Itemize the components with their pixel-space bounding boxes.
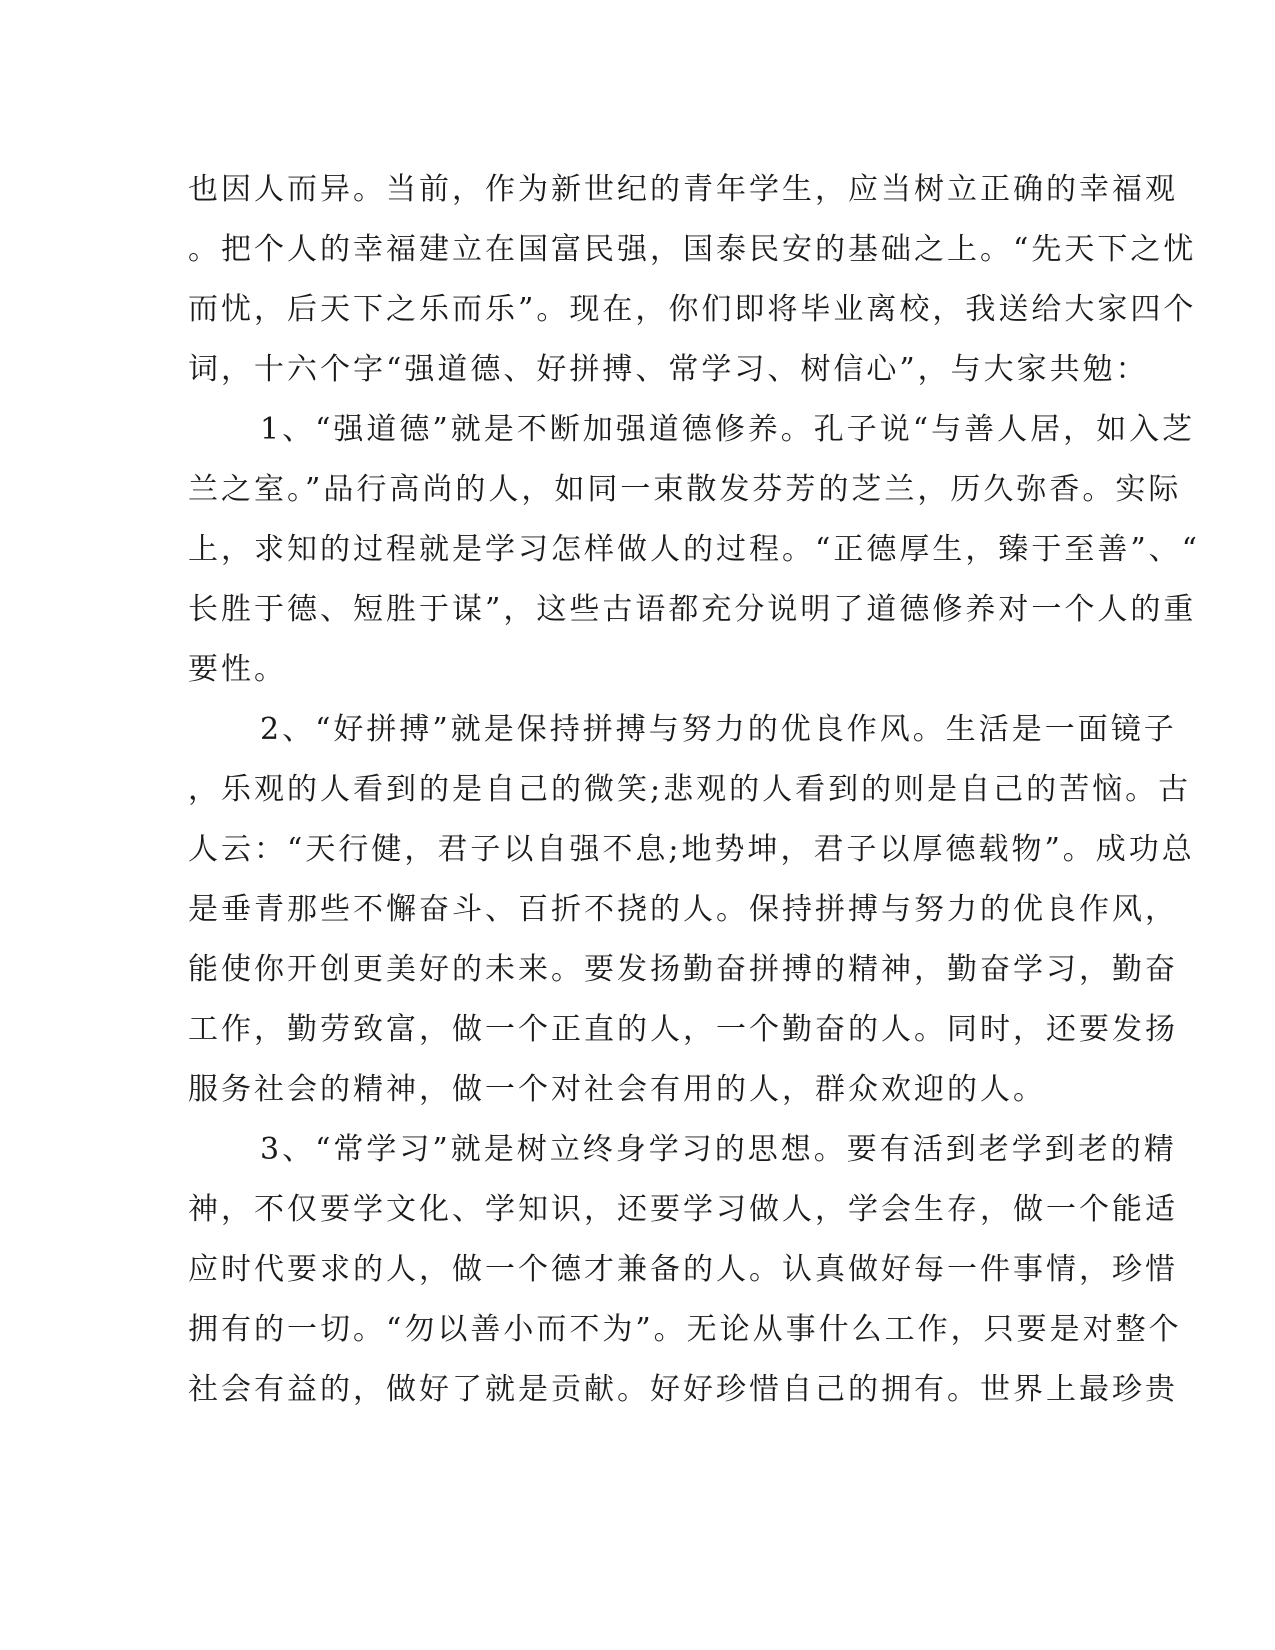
text-line: 应时代要求的人，做一个德才兼备的人。认真做好每一件事情，珍惜 xyxy=(188,1252,1178,1287)
text-line: 也因人而异。当前，作为新世纪的青年学生，应当树立正确的幸福观 xyxy=(188,172,1178,207)
paragraph-1-start: 1、“强道德”就是不断加强道德修养。孔子说“与善人居，如入芝 xyxy=(260,412,1196,447)
text-line: 长胜于德、短胜于谋”，这些古语都充分说明了道德修养对一个人的重 xyxy=(188,592,1197,627)
text-line: 而忧，后天下之乐而乐”。现在，你们即将毕业离校，我送给大家四个 xyxy=(188,292,1197,327)
paragraph-3-start: 3、“常学习”就是树立终身学习的思想。要有活到老学到老的精 xyxy=(260,1132,1177,1167)
paragraph-2-start: 2、“好拼搏”就是保持拼搏与努力的优良作风。生活是一面镜子 xyxy=(260,712,1177,747)
text-line: 人云：“天行健，君子以自强不息;地势坤，君子以厚德载物”。成功总 xyxy=(188,832,1195,867)
text-line: 。把个人的幸福建立在国富民强，国泰民安的基础之上。“先天下之忧 xyxy=(188,232,1197,267)
text-line: 社会有益的，做好了就是贡献。好好珍惜自己的拥有。世界上最珍贵 xyxy=(188,1372,1178,1407)
text-line: 要性。 xyxy=(188,652,287,687)
text-line: 神，不仅要学文化、学知识，还要学习做人，学会生存，做一个能适 xyxy=(188,1192,1178,1227)
text-line: 能使你开创更美好的未来。要发扬勤奋拼搏的精神，勤奋学习，勤奋 xyxy=(188,952,1178,987)
text-line: 上，求知的过程就是学习怎样做人的过程。“正德厚生，臻于至善”、“ xyxy=(188,532,1201,567)
text-line: 词，十六个字“强道德、好拼搏、常学习、树信心”，与大家共勉： xyxy=(188,352,1149,387)
text-line: 拥有的一切。“勿以善小而不为”。无论从事什么工作，只要是对整个 xyxy=(188,1312,1182,1347)
body-text xyxy=(188,160,1201,1420)
text-line: 工作，勤劳致富，做一个正直的人，一个勤奋的人。同时，还要发扬 xyxy=(188,1012,1178,1047)
text-line: 兰之室。”品行高尚的人，如同一束散发芬芳的芝兰，历久弥香。实际 xyxy=(188,472,1182,507)
text-line: 服务社会的精神，做一个对社会有用的人，群众欢迎的人。 xyxy=(188,1072,1046,1107)
text-line: 是垂青那些不懈奋斗、百折不挠的人。保持拼搏与努力的优良作风， xyxy=(188,892,1178,927)
text-line: ，乐观的人看到的是自己的微笑;悲观的人看到的则是自己的苦恼。古 xyxy=(188,772,1192,807)
